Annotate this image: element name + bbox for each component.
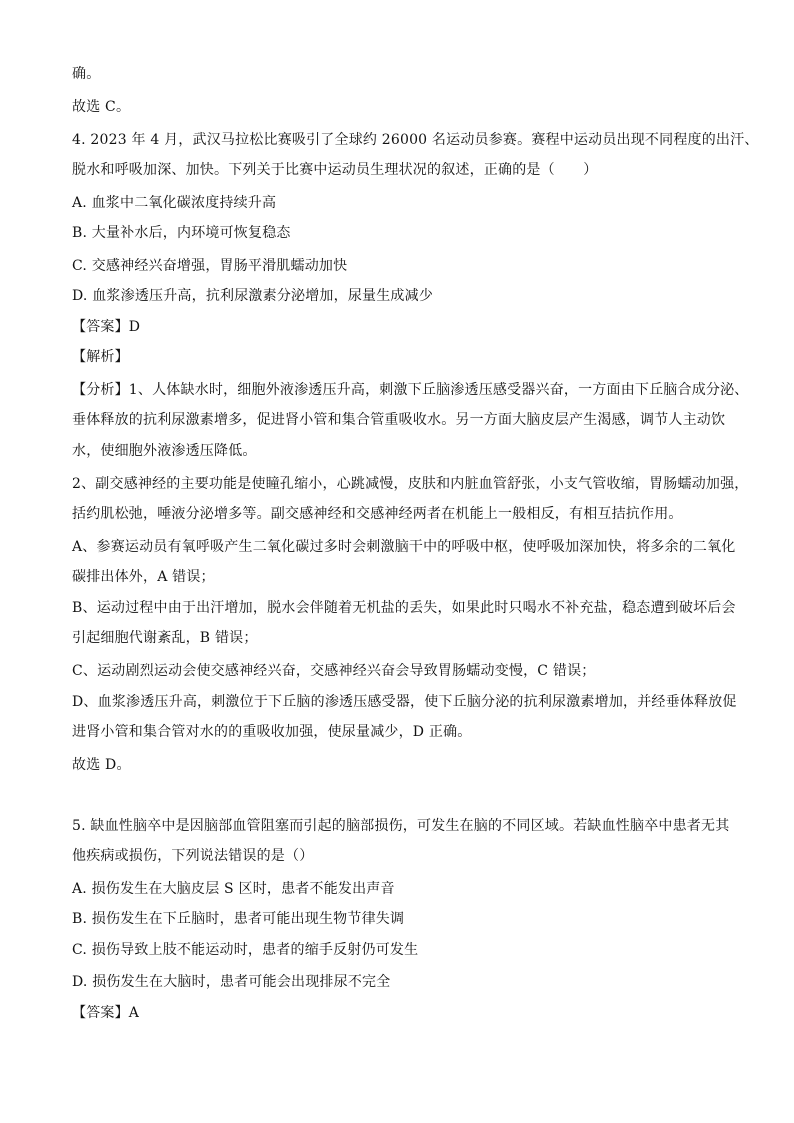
analysis-text: A、参赛运动员有氧呼吸产生二氧化碳过多时会刺激脑干中的呼吸中枢，使呼吸加深加快，将多余的二氧化 xyxy=(72,539,736,555)
question-5-option-b: B. 损伤发生在下丘脑时，患者可能出现生物节律失调 xyxy=(72,911,405,927)
question-5-option-c: C. 损伤导致上肢不能运动时，患者的缩手反射仍可发生 xyxy=(72,942,419,958)
text-line: 故选 C。 xyxy=(72,99,131,115)
answer-label: 【答案】A xyxy=(72,1005,140,1021)
question-5-option-d: D. 损伤发生在大脑时，患者可能会出现排尿不完全 xyxy=(72,974,391,990)
analysis-text: 进肾小管和集合管对水的的重吸收加强，使尿量减少，D 正确。 xyxy=(72,724,472,740)
question-5-stem: 他疾病或损伤，下列说法错误的是（） xyxy=(72,848,314,864)
analysis-text: 引起细胞代谢紊乱，B 错误； xyxy=(72,630,258,646)
analysis-text: 垂体释放的抗利尿激素增多，促进肾小管和集合管重吸收水。另一方面大脑皮层产生渴感，调节人主动饮 xyxy=(72,412,726,428)
text-line: 故选 D。 xyxy=(72,757,131,773)
analysis-text: 2、副交感神经的主要功能是使瞳孔缩小，心跳减慢，皮肤和内脏血管舒张，小支气管收缩，胃肠蠕动加强， xyxy=(72,476,749,492)
question-4-option-d: D. 血浆渗透压升高，抗利尿激素分泌增加，尿量生成减少 xyxy=(72,288,434,304)
analysis-label: 【解析】 xyxy=(72,349,129,365)
text-line: 确。 xyxy=(72,66,101,82)
analysis-text: 碳排出体外，A 错误； xyxy=(72,569,215,585)
analysis-text: D、血浆渗透压升高，刺激位于下丘脑的渗透压感受器，使下丘脑分泌的抗利尿激素增加，并经垂体释放促 xyxy=(72,694,737,710)
analysis-text: 括约肌松弛，唾液分泌增多等。副交感神经和交感神经两者在机能上一般相反，有相互拮抗作用。 xyxy=(72,506,683,522)
question-4-option-b: B. 大量补水后，内环境可恢复稳态 xyxy=(72,225,291,241)
question-4-option-c: C. 交感神经兴奋增强，胃肠平滑肌蠕动加快 xyxy=(72,258,348,274)
analysis-text: 水，使细胞外液渗透压降低。 xyxy=(72,443,257,459)
question-4-option-a: A. 血浆中二氧化碳浓度持续升高 xyxy=(72,195,277,211)
question-4-stem: 脱水和呼吸加深、加快。下列关于比赛中运动员生理状况的叙述，正确的是（ ） xyxy=(72,162,598,178)
question-4-stem: 4. 2023 年 4 月，武汉马拉松比赛吸引了全球约 26000 名运动员参赛。赛程中运动员出现不同程度的出汗、 xyxy=(72,132,759,148)
analysis-text: B、运动过程中由于出汗增加，脱水会伴随着无机盐的丢失，如果此时只喝水不补充盐，稳态遭到破坏后会 xyxy=(72,600,736,616)
question-5-stem: 5. 缺血性脑卒中是因脑部血管阻塞而引起的脑部损伤，可发生在脑的不同区域。若缺血性脑卒中患者无其 xyxy=(72,818,730,834)
answer-label: 【答案】D xyxy=(72,319,141,335)
question-5-option-a: A. 损伤发生在大脑皮层 S 区时，患者不能发出声音 xyxy=(72,881,395,897)
analysis-text: C、运动剧烈运动会使交感神经兴奋，交感神经兴奋会导致胃肠蠕动变慢，C 错误； xyxy=(72,663,596,679)
analysis-text: 【分析】1、人体缺水时，细胞外液渗透压升高，刺激下丘脑渗透压感受器兴奋，一方面由下丘脑合成分泌、 xyxy=(72,382,749,398)
